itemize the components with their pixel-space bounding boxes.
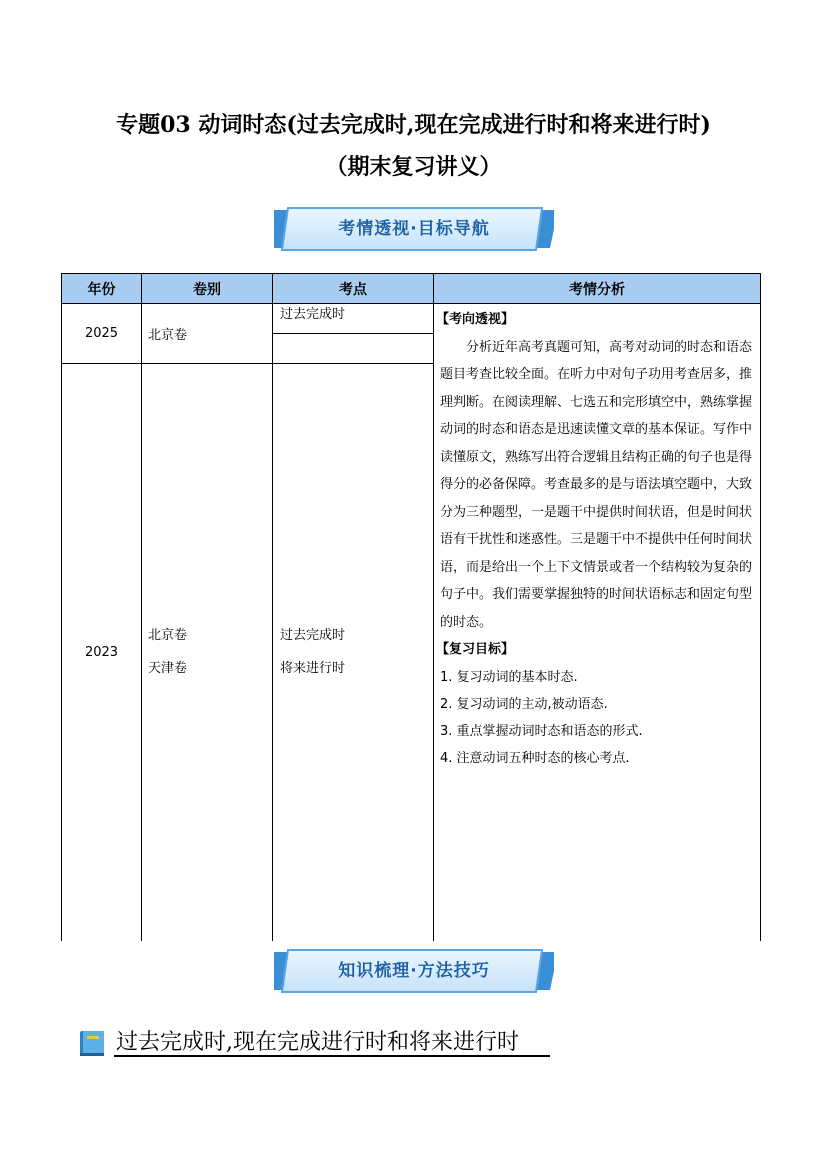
header-paper: 卷别 <box>142 274 273 304</box>
section-heading-text: 过去完成时,现在完成进行时和将来进行时 <box>116 1030 519 1055</box>
header-points: 考点 <box>273 274 434 304</box>
goal-item: 4. 注意动词五种时态的核心考点. <box>440 750 630 766</box>
exam-analysis-table <box>61 273 761 941</box>
header-year: 年份 <box>62 274 142 304</box>
point-item: 将来进行时 <box>280 661 346 677</box>
goal-item: 2. 复习动词的主动,被动语态. <box>440 696 608 712</box>
goals-section-title: 【复习目标】 <box>436 642 515 657</box>
paper-cell <box>142 364 273 941</box>
year-cell: 2025 <box>62 304 142 364</box>
banner-knowledge-review <box>274 948 554 994</box>
paper-item: 北京卷 <box>148 628 188 644</box>
analysis-paragraph: 分析近年高考真题可知，高考对动词的时态和语态题目考查比较全面。在听力中对句子功用考查居多，推理判断。在阅读理解、七选五和完形填空中，熟练掌握动词的时态和语态是迅速读懂文章的基本保证。写作中读懂原文，熟练写出符合逻辑且结构正确的句子也是得得分的必备保障。考查最多的是与语法填空题中，大致分为三种题型，一是题干中提供时间状语，但是时间状语有干扰性和迷惑性。三是题干中不提供中任何时间状语，而是给出一个上下文情景或者一个结构较为复杂的句子中。我们需要掌握独特的时间状语标志和固定句型的时态。 <box>440 339 753 630</box>
goal-item: 1. 复习动词的基本时态. <box>440 669 578 685</box>
banner-exam-overview <box>274 206 554 252</box>
table-row <box>62 304 761 364</box>
banner-label: 知识梳理·方法技巧 <box>338 961 490 981</box>
year-cell: 2023 <box>62 364 142 941</box>
points-cell <box>273 304 434 364</box>
point-item-empty <box>273 334 433 363</box>
analysis-section-title: 【考向透视】 <box>436 312 515 327</box>
point-item: 过去完成时 <box>280 628 346 644</box>
analysis-cell <box>434 304 761 941</box>
header-analysis: 考情分析 <box>434 274 761 304</box>
book-icon <box>78 1028 108 1058</box>
document-title: 专题03 动词时态(过去完成时,现在完成进行时和将来进行时) <box>116 112 711 138</box>
table-header-row <box>62 274 761 304</box>
heading-underline <box>114 1055 550 1057</box>
goal-item: 3. 重点掌握动词时态和语态的形式. <box>440 723 643 739</box>
banner-label: 考情透视·目标导航 <box>338 219 490 239</box>
point-item: 过去完成时 <box>273 304 433 334</box>
document-subtitle: （期末复习讲义） <box>325 154 502 180</box>
paper-item: 天津卷 <box>148 661 188 677</box>
paper-cell: 北京卷 <box>142 304 273 364</box>
points-cell <box>273 364 434 941</box>
